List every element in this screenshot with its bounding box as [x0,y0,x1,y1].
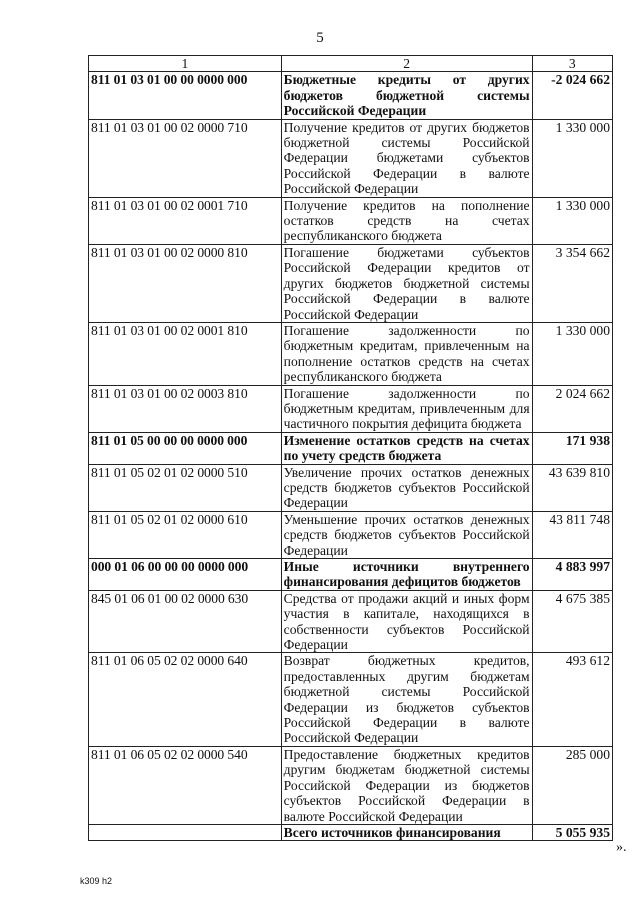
source-name-cell: Бюджетные кредиты от других бюджетов бюджетной системы Российской Федерации [281,72,532,119]
source-name-cell: Погашение бюджетами субъектов Российской Федерации кредитов от других бюджетов бюджетной системы Российской Федерации в валюте Российской Федерации [281,244,532,322]
budget-code-cell: 845 01 06 01 00 02 0000 630 [89,590,282,653]
amount-cell: 5 055 935 [532,824,612,840]
budget-code-cell: 811 01 05 02 01 02 0000 610 [89,511,282,558]
amount-cell: 171 938 [532,432,612,464]
amount-cell: -2 024 662 [532,72,612,119]
budget-code-cell [89,824,282,840]
amount-cell: 493 612 [532,653,612,746]
table-row [89,464,613,511]
table-row [89,72,613,119]
budget-code-cell: 811 01 03 01 00 02 0000 710 [89,119,282,197]
budget-code-cell: 811 01 03 01 00 02 0001 710 [89,197,282,244]
column-header-3: 3 [532,56,612,72]
source-name-cell: Погашение задолженности по бюджетным кредитам, привлеченным для частичного покрытия дефицита бюджета [281,385,532,432]
table-row [89,322,613,385]
amount-cell: 43 811 748 [532,511,612,558]
amount-cell: 1 330 000 [532,322,612,385]
source-name-cell: Получение кредитов от других бюджетов бюджетной системы Российской Федерации бюджетами субъектов Российской Федерации в валюте Российской Федерации [281,119,532,197]
source-name-cell: Возврат бюджетных кредитов, предоставленных другим бюджетам бюджетной системы Российской Федерации из бюджетов субъектов Российской Федерации в валюте Российской Федерации [281,653,532,746]
column-header-1: 1 [89,56,282,72]
table-row [89,197,613,244]
amount-cell: 1 330 000 [532,197,612,244]
source-name-cell: Увеличение прочих остатков денежных средств бюджетов субъектов Российской Федерации [281,464,532,511]
source-name-cell: Изменение остатков средств на счетах по учету средств бюджета [281,432,532,464]
budget-code-cell: 811 01 03 01 00 02 0003 810 [89,385,282,432]
table-row [89,590,613,653]
table-header-row [89,56,613,72]
source-name-cell: Предоставление бюджетных кредитов другим бюджетам бюджетной системы Российской Федерации из бюджетов субъектов Российской Федерации в валюте Российской Федерации [281,746,532,824]
budget-code-cell: 811 01 03 01 00 02 0000 810 [89,244,282,322]
budget-code-cell: 811 01 06 05 02 02 0000 540 [89,746,282,824]
budget-code-cell: 000 01 06 00 00 00 0000 000 [89,559,282,591]
source-name-cell: Иные источники внутреннего финансирования дефицитов бюджетов [281,559,532,591]
amount-cell: 4 675 385 [532,590,612,653]
table-row [89,244,613,322]
table-row [89,559,613,591]
page-number: 5 [316,30,324,46]
source-name-cell: Получение кредитов на пополнение остатков средств на счетах республиканского бюджета [281,197,532,244]
source-name-cell: Уменьшение прочих остатков денежных средств бюджетов субъектов Российской Федерации [281,511,532,558]
table-row [89,653,613,746]
column-header-2: 2 [281,56,532,72]
table-row [89,385,613,432]
table-row [89,746,613,824]
budget-code-cell: 811 01 03 01 00 00 0000 000 [89,72,282,119]
funding-sources-table [88,55,613,841]
budget-code-cell: 811 01 05 00 00 00 0000 000 [89,432,282,464]
table-row [89,511,613,558]
amount-cell: 43 639 810 [532,464,612,511]
source-name-cell: Всего источников финансирования [281,824,532,840]
amount-cell: 2 024 662 [532,385,612,432]
amount-cell: 285 000 [532,746,612,824]
table-row [89,432,613,464]
closing-quote-mark: ». [616,840,627,855]
table-row [89,119,613,197]
budget-code-cell: 811 01 05 02 01 02 0000 510 [89,464,282,511]
budget-code-cell: 811 01 06 05 02 02 0000 640 [89,653,282,746]
footer-document-code: k309 h2 [80,876,113,886]
source-name-cell: Средства от продажи акций и иных форм участия в капитале, находящихся в собственности субъектов Российской Федерации [281,590,532,653]
amount-cell: 1 330 000 [532,119,612,197]
amount-cell: 4 883 997 [532,559,612,591]
source-name-cell: Погашение задолженности по бюджетным кредитам, привлеченным на пополнение остатков средств на счетах республиканского бюджета [281,322,532,385]
budget-code-cell: 811 01 03 01 00 02 0001 810 [89,322,282,385]
total-row [89,824,613,840]
amount-cell: 3 354 662 [532,244,612,322]
